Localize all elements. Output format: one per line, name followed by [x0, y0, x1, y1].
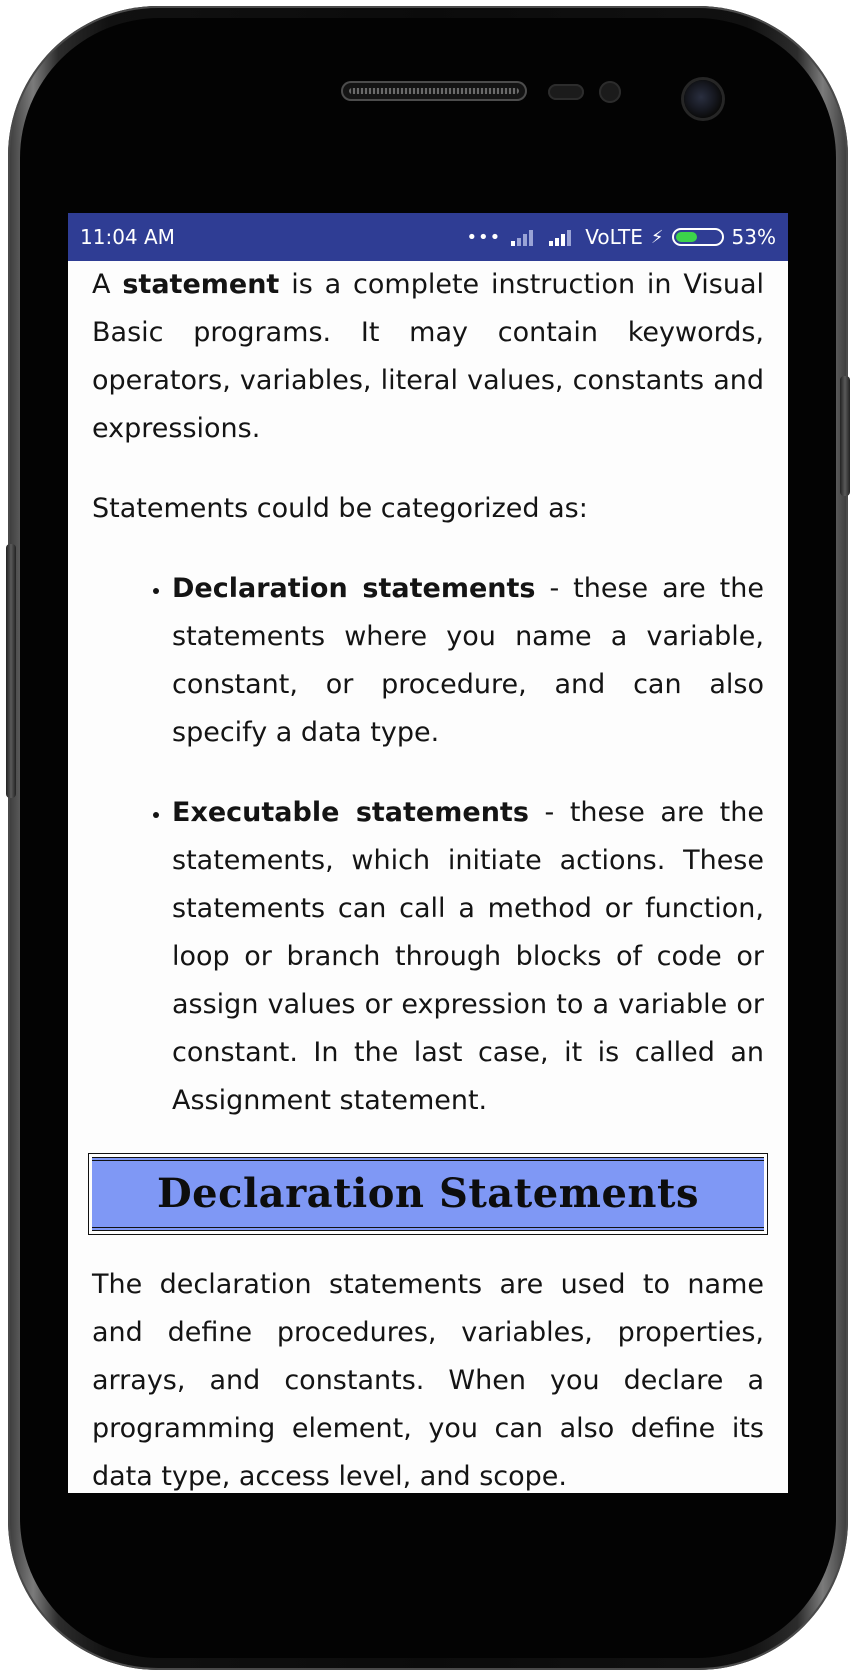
signal-sim2-icon — [547, 228, 577, 246]
battery-percent: 53% — [731, 225, 776, 249]
status-icons — [466, 225, 776, 249]
network-type: VoLTE — [585, 225, 643, 249]
list-item-title: Executable statements — [172, 797, 529, 828]
section-heading: Declaration Statements — [92, 1157, 764, 1231]
declaration-paragraph: The declaration statements are used to name and define procedures, variables, properties, arrays, and constants. When you declare a programming element, you can also define its data type, access level, and scope. — [92, 1269, 764, 1492]
charging-icon: ⚡ — [650, 226, 664, 248]
screen — [68, 213, 788, 1493]
status-time: 11:04 AM — [80, 225, 175, 249]
power-button — [840, 376, 850, 496]
list-item-title: Declaration statements — [172, 573, 536, 604]
front-camera — [684, 80, 722, 118]
proximity-sensor — [548, 84, 584, 100]
battery-icon — [672, 228, 724, 246]
light-sensor — [599, 81, 621, 103]
categories-list — [92, 565, 764, 1125]
categories-intro: Statements could be categorized as: — [92, 493, 588, 524]
status-bar — [68, 213, 788, 261]
earpiece-speaker — [341, 81, 527, 101]
list-item-text: - these are the statements, which initiate actions. These statements can call a method or function, loop or branch through blocks of code or assign values or expression to a variable or constant. In the last case, it is called an Assignment statement. — [172, 797, 764, 1116]
list-item — [172, 565, 764, 757]
more-notifications-icon: ••• — [466, 226, 502, 248]
intro-paragraph: A statement is a complete instruction in Visual Basic programs. It may contain keywords, operators, variables, literal values, constants and expressions. — [92, 269, 764, 444]
statement-term: statement — [122, 269, 280, 300]
list-item — [172, 789, 764, 1125]
signal-sim1-icon — [509, 228, 539, 246]
article-content — [92, 261, 764, 1493]
volume-button — [6, 544, 16, 798]
list-item-text: - these are the statements where you name a variable, constant, or procedure, and can also specify a data type. — [172, 573, 764, 748]
